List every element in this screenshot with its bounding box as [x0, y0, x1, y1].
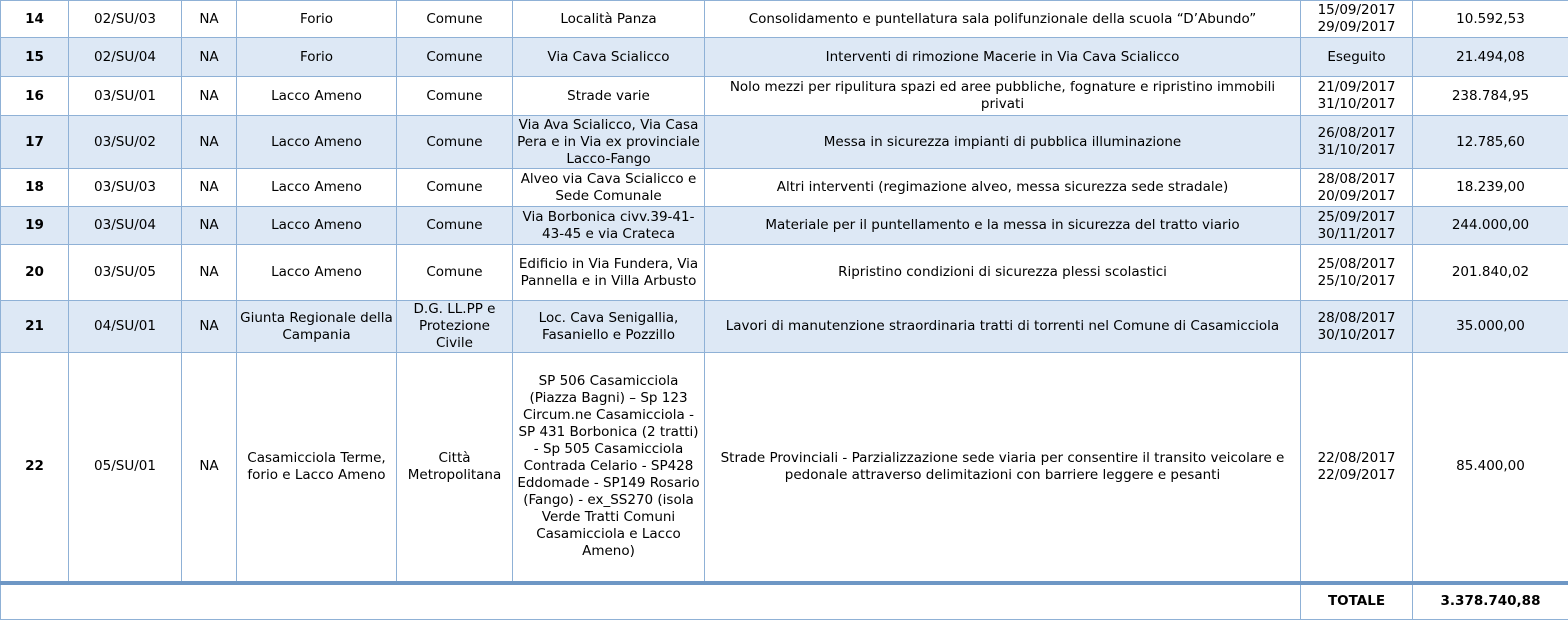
tipo-cell: Comune: [397, 116, 513, 169]
amount-cell: 35.000,00: [1413, 301, 1568, 353]
description-cell: Lavori di manutenzione straordinaria tratti di torrenti nel Comune di Casamicciola: [705, 301, 1301, 353]
date-start: 28/08/2017: [1317, 309, 1396, 326]
row-number-cell: 22: [1, 353, 69, 583]
row-number-cell: 19: [1, 207, 69, 245]
amount-cell: 12.785,60: [1413, 116, 1568, 169]
date-end: 30/10/2017: [1317, 326, 1396, 343]
row-number-cell: 15: [1, 38, 69, 77]
code-cell: 03/SU/04: [69, 207, 182, 245]
code-cell: 03/SU/03: [69, 169, 182, 207]
dates-cell: [1301, 77, 1413, 116]
na-cell: NA: [182, 169, 237, 207]
date-end: 31/10/2017: [1317, 142, 1396, 158]
table-row: [1, 245, 1568, 301]
na-cell: NA: [182, 1, 237, 38]
ente-cell: Forio: [237, 38, 397, 77]
amount-cell: 10.592,53: [1413, 1, 1568, 38]
amount-cell: 18.239,00: [1413, 169, 1568, 207]
tipo-cell: Città Metropolitana: [397, 353, 513, 583]
tipo-cell: Comune: [397, 207, 513, 245]
code-cell: 04/SU/01: [69, 301, 182, 353]
date-start: 28/08/2017: [1317, 170, 1396, 187]
location-cell: Via Borbonica civv.39-41-43-45 e via Crateca: [513, 207, 705, 245]
dates-cell: [1301, 301, 1413, 353]
location-cell: Edificio in Via Fundera, Via Pannella e in Villa Arbusto: [513, 245, 705, 301]
tipo-cell: Comune: [397, 38, 513, 77]
na-cell: NA: [182, 301, 237, 353]
code-cell: 02/SU/03: [69, 1, 182, 38]
code-cell: 05/SU/01: [69, 353, 182, 583]
dates-cell: [1301, 207, 1413, 245]
ente-cell: Lacco Ameno: [237, 245, 397, 301]
date-start: Eseguito: [1327, 48, 1386, 65]
code-cell: 02/SU/04: [69, 38, 182, 77]
date-start: 22/08/2017: [1317, 449, 1396, 466]
tipo-cell: Comune: [397, 1, 513, 38]
ente-cell: Forio: [237, 1, 397, 38]
table-row: [1, 301, 1568, 353]
amount-cell: 244.000,00: [1413, 207, 1568, 245]
dates-cell: [1301, 38, 1413, 77]
date-start: 26/08/2017: [1317, 125, 1396, 141]
table-row: [1, 207, 1568, 245]
date-start: 15/09/2017: [1317, 2, 1396, 18]
description-cell: Materiale per il puntellamento e la messa in sicurezza del tratto viario: [705, 207, 1301, 245]
description-cell: Messa in sicurezza impianti di pubblica illuminazione: [705, 116, 1301, 169]
location-cell: Strade varie: [513, 77, 705, 116]
table-row: [1, 77, 1568, 116]
date-end: 31/10/2017: [1317, 96, 1396, 112]
date-end: 22/09/2017: [1317, 466, 1396, 483]
description-cell: Altri interventi (regimazione alveo, messa sicurezza sede stradale): [705, 169, 1301, 207]
code-cell: 03/SU/02: [69, 116, 182, 169]
location-cell: Località Panza: [513, 1, 705, 38]
date-start: 25/09/2017: [1317, 208, 1396, 225]
row-number-cell: 16: [1, 77, 69, 116]
location-cell: Via Ava Scialicco, Via Casa Pera e in Via ex provinciale Lacco-Fango: [513, 116, 705, 169]
description-cell: Interventi di rimozione Macerie in Via Cava Scialicco: [705, 38, 1301, 77]
date-start: 25/08/2017: [1317, 255, 1396, 272]
amount-cell: 238.784,95: [1413, 77, 1568, 116]
na-cell: NA: [182, 207, 237, 245]
description-cell: Ripristino condizioni di sicurezza plessi scolastici: [705, 245, 1301, 301]
date-end: 29/09/2017: [1317, 19, 1396, 35]
row-number-cell: 21: [1, 301, 69, 353]
row-number-cell: 14: [1, 1, 69, 38]
description-cell: Strade Provinciali - Parzializzazione sede viaria per consentire il transito veicolare e pedonale attraverso delimitazioni con barriere leggere e pesanti: [705, 353, 1301, 583]
date-start: 21/09/2017: [1317, 79, 1396, 95]
amount-cell: 21.494,08: [1413, 38, 1568, 77]
total-row: [1, 583, 1568, 620]
dates-cell: [1301, 1, 1413, 38]
location-cell: Alveo via Cava Scialicco e Sede Comunale: [513, 169, 705, 207]
na-cell: NA: [182, 38, 237, 77]
table-row: [1, 169, 1568, 207]
dates-cell: [1301, 169, 1413, 207]
row-number-cell: 18: [1, 169, 69, 207]
date-end: 25/10/2017: [1317, 272, 1396, 289]
amount-cell: 201.840,02: [1413, 245, 1568, 301]
date-end: 20/09/2017: [1317, 187, 1396, 204]
total-label: TOTALE: [1301, 583, 1413, 620]
na-cell: NA: [182, 77, 237, 116]
total-spacer: [1, 583, 1301, 620]
code-cell: 03/SU/05: [69, 245, 182, 301]
table-row: [1, 1, 1568, 38]
dates-cell: [1301, 353, 1413, 583]
ente-cell: Casamicciola Terme, forio e Lacco Ameno: [237, 353, 397, 583]
ente-cell: Lacco Ameno: [237, 77, 397, 116]
row-number-cell: 20: [1, 245, 69, 301]
ente-cell: Giunta Regionale della Campania: [237, 301, 397, 353]
table-row: [1, 38, 1568, 77]
tipo-cell: Comune: [397, 169, 513, 207]
na-cell: NA: [182, 353, 237, 583]
location-cell: SP 506 Casamicciola (Piazza Bagni) – Sp 123 Circum.ne Casamicciola - SP 431 Borbonica (2 tratti) - Sp 505 Casamicciola Contrada Celario - SP428 Eddomade - SP149 Rosario (Fango) - ex_SS270 (isola Verde Tratti Comuni Casamicciola e Lacco Ameno): [513, 353, 705, 583]
total-value: 3.378.740,88: [1413, 583, 1568, 620]
ente-cell: Lacco Ameno: [237, 207, 397, 245]
date-end: 30/11/2017: [1317, 225, 1396, 242]
na-cell: NA: [182, 116, 237, 169]
tipo-cell: Comune: [397, 245, 513, 301]
tipo-cell: Comune: [397, 77, 513, 116]
location-cell: Via Cava Scialicco: [513, 38, 705, 77]
tipo-cell: D.G. LL.PP e Protezione Civile: [397, 301, 513, 353]
na-cell: NA: [182, 245, 237, 301]
description-cell: Nolo mezzi per ripulitura spazi ed aree pubbliche, fognature e ripristino immobili privati: [705, 77, 1301, 116]
dates-cell: [1301, 116, 1413, 169]
row-number-cell: 17: [1, 116, 69, 169]
amount-cell: 85.400,00: [1413, 353, 1568, 583]
location-cell: Loc. Cava Senigallia, Fasaniello e Pozzillo: [513, 301, 705, 353]
table-row: [1, 353, 1568, 583]
ente-cell: Lacco Ameno: [237, 169, 397, 207]
code-cell: 03/SU/01: [69, 77, 182, 116]
description-cell: Consolidamento e puntellatura sala polifunzionale della scuola “D’Abundo”: [705, 1, 1301, 38]
ente-cell: Lacco Ameno: [237, 116, 397, 169]
dates-cell: [1301, 245, 1413, 301]
table-row: [1, 116, 1568, 169]
